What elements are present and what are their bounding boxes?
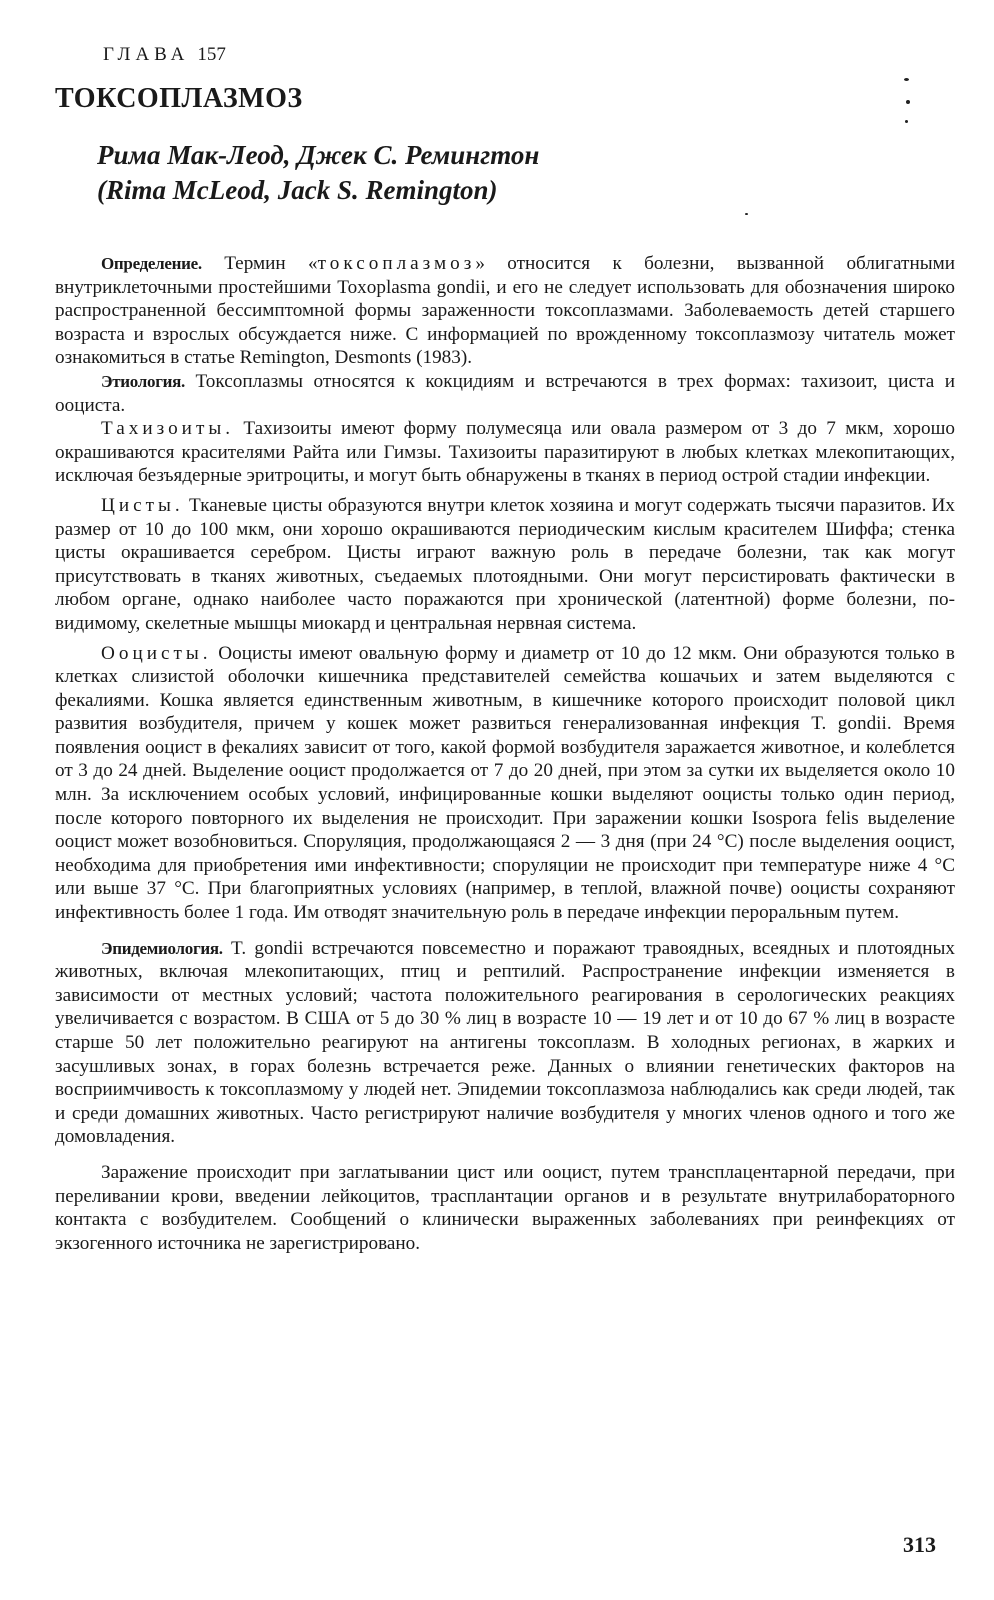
authors-latin: (Rima McLeod, Jack S. Remington) (97, 175, 498, 205)
tachyzoites-paragraph (55, 417, 955, 488)
book-page (55, 42, 955, 1255)
definition-term: токсоплазмоз (317, 253, 476, 274)
cysts-lead: Цисты. (101, 494, 184, 516)
chapter-heading (103, 42, 955, 68)
etiology-text: Токсоплазмы относятся к кокцидиям и встречаются в трех формах: тахизоит, циста и ооциста. (55, 370, 956, 416)
chapter-label: ГЛАВА (103, 44, 190, 65)
definition-text-before: Термин « (224, 253, 318, 274)
epidemiology-paragraph (55, 937, 955, 1149)
tachyzoites-text: Тахизоиты имеют форму полумесяца или овала размером от 3 до 7 мкм, хорошо окрашиваются красителями Райта или Гимзы. Тахизоиты паразитируют в любых клетках млекопитающих, исключая безъядерные эритроциты, и могут быть обнаружены в тканях в период острой стадии инфекции. (55, 418, 955, 487)
transmission-paragraph: Заражение происходит при заглатывании цист или ооцист, путем трансплацентарной передачи, при переливании крови, введении лейкоцитов, трасплантации органов и в результате внутрилабораторного контакта с возбудителем. Сообщений о клинически выраженных заболеваниях при реинфекциях от экзогенного источника не зарегистрировано. (55, 1161, 955, 1254)
oocysts-text: Ооцисты имеют овальную форму и диаметр от 10 до 12 мкм. Они образуются только в клетках слизистой оболочки кишечника представителей семейства кошачьих и затем выделяются с фекалиями. Кошка является единственным животным, в кишечнике которого происходит половой цикл развития возбудителя, причем у кошек может развиться генерализованная инфекция T. gondii. Время появления ооцист в фекалиях зависит от того, какой формой возбудителя заражается животное, и колеблется от 3 до 24 дней. Выделение ооцист продолжается от 7 до 20 дней, при этом за сутки их выделяется около 10 млн. За исключением особых условий, инфицированные кошки выделяют ооцисты только один период, после которого повторного их выделения не происходит. При заражении кошки Isospora felis выделение ооцист может возобновиться. Споруляция, продолжающаяся 2 — 3 дня (при 24 °С) после выделения ооцист, необходима для приобретения ими инфективности; споруляции не происходит при температуре ниже 4 °С или выше 37 °С. При благоприятных условиях (например, в теплой, влажной почве) ооцисты сохраняют инфективность более 1 года. Им отводят значительную роль в передаче инфекции пероральным путем. (55, 642, 955, 924)
tachyzoites-lead: Тахизоиты. (101, 418, 235, 440)
epidemiology-lead: Эпидемиология. (101, 938, 223, 958)
page-number: 313 (903, 1532, 936, 1557)
cysts-paragraph (55, 494, 955, 636)
article-body (55, 252, 955, 1255)
definition-paragraph (55, 252, 955, 370)
etiology-paragraph (55, 370, 955, 417)
authors-russian: Рима Мак-Леод, Джек С. Ремингтон (97, 140, 540, 170)
definition-lead: Определение. (101, 254, 202, 273)
page-title: ТОКСОПЛАЗМОЗ (55, 83, 303, 114)
epidemiology-text: T. gondii встречаются повсеместно и поражают травоядных, всеядных и плотоядных животных, включая млекопитающих, птиц и рептилий. Распространение инфекции изменяется в зависимости от местных условий; частота положительного реагирования в серологических реакциях увеличивается с возрастом. В США от 5 до 30 % лиц в возрасте 10 — 19 лет и от 10 до 67 % лиц в возрасте старше 50 лет положительно реагируют на антигены токсоплазм. В холодных регионах, в жарких и засушливых зонах, в горах болезнь встречается реже. Данных о влиянии генетических факторов на восприимчивость к токсоплазмому у людей нет. Эпидемии токсоплазмоза наблюдались как среди людей, так и среди домашних животных. Часто регистрируют наличие возбудителя у многих членов одного и того же домовладения. (55, 937, 956, 1148)
etiology-lead: Этиология. (101, 371, 185, 391)
oocysts-lead: Ооцисты. (101, 642, 212, 664)
authors-block (97, 138, 955, 208)
chapter-number: 157 (197, 44, 226, 65)
oocysts-paragraph (55, 642, 955, 925)
cysts-text: Тканевые цисты образуются внутри клеток хозяина и могут содержать тысячи паразитов. Их размер от 10 до 100 мкм, они хорошо окрашиваются периодическим кислым красителем Шиффа; стенка цисты окрашивается серебром. Цисты играют важную роль в передаче болезни, так как могут присутствовать в тканях животных, съедаемых плотоядными. Они могут персистировать фактически в любом органе, однако наиболее часто поражаются при хронической (латентной) форме болезни, по-видимому, скелетные мышцы миокард и центральная нервная система. (55, 494, 956, 634)
definition-text-after: » относится к болезни, вызванной облигатными внутриклеточными простейшими Toxoplasma gondii, и его не следует использовать для обозначения широко распространенной бессимптомной формы зараженности токсоплазмами. Заболеваемость детей старшего возраста и взрослых обсуждается ниже. С информацией по врожденному токсоплазмозу читатель может ознакомиться в статье Remington, Desmonts (1983). (55, 253, 956, 369)
